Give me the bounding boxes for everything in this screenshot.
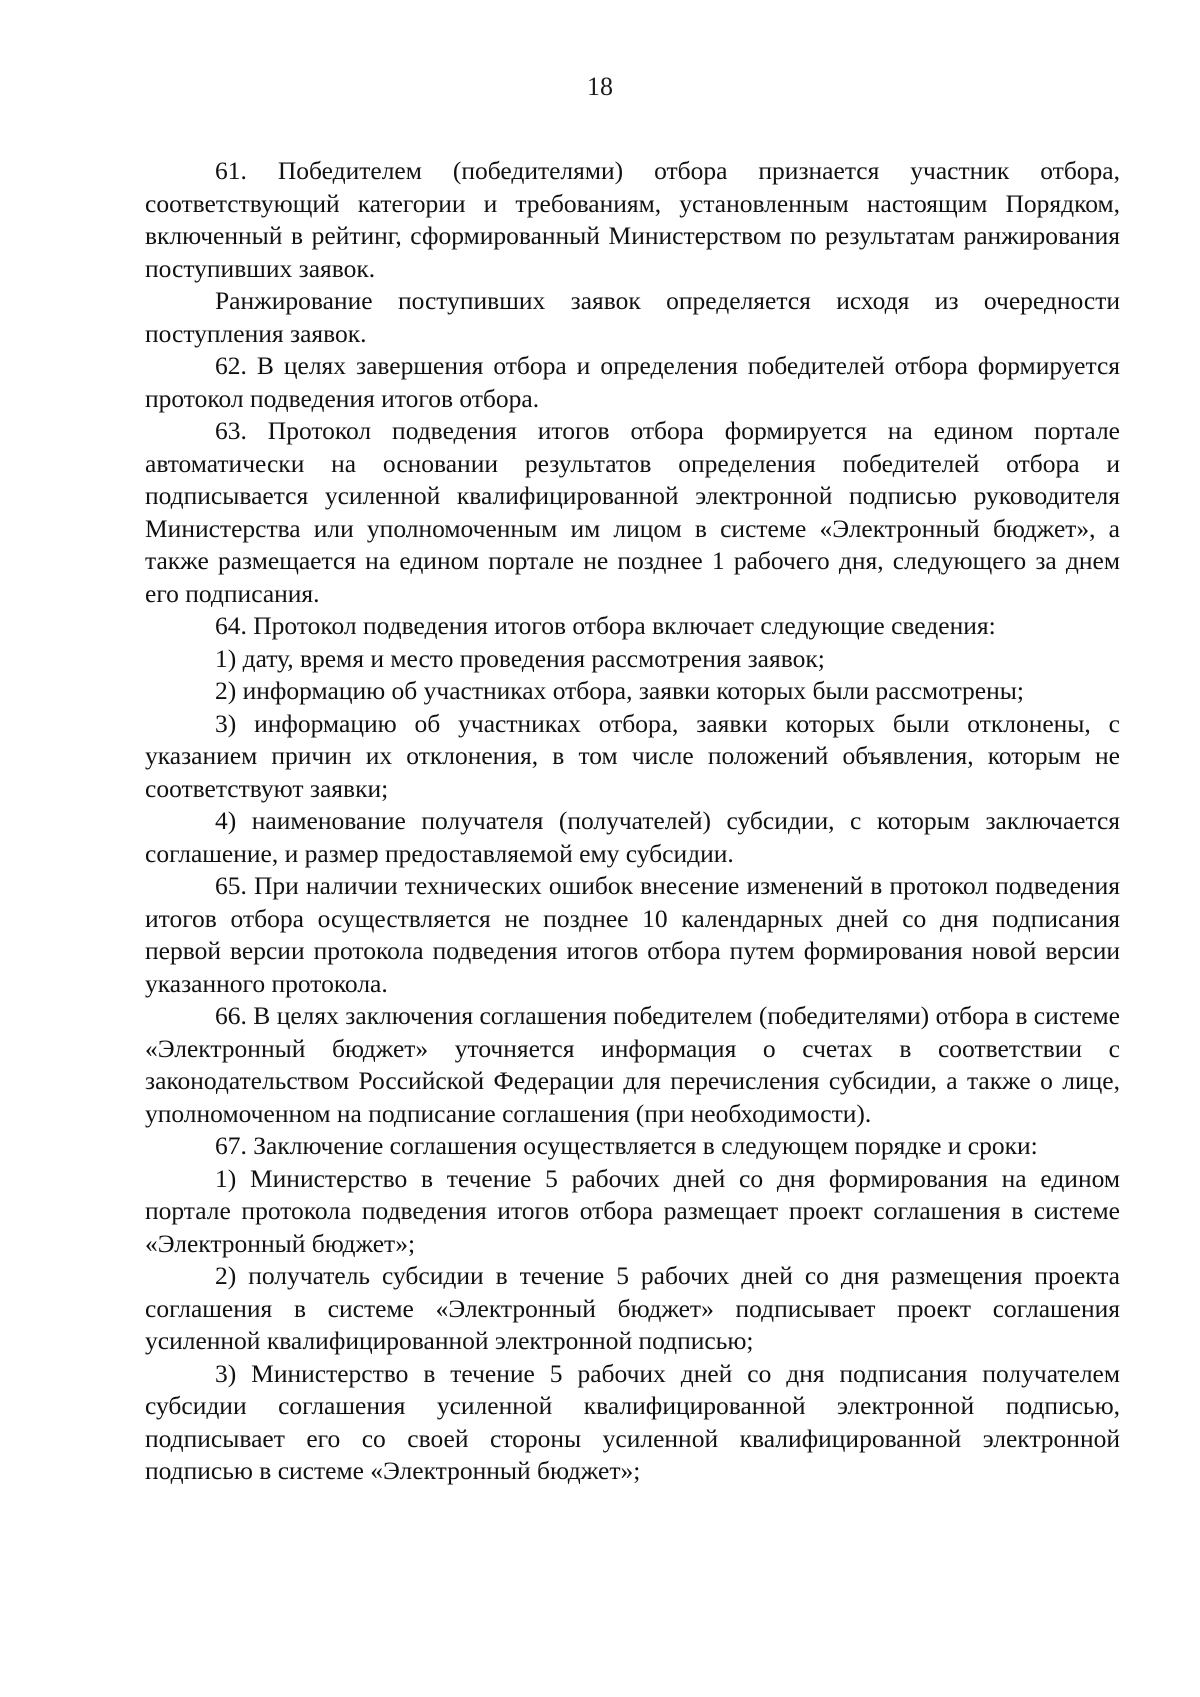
paragraph-61: 61. Победителем (победителями) отбора признается участник отбора, соответствующий категории и требованиям, установленным настоящим Порядком, включенный в рейтинг, сформированный Министерством по результатам ранжирования поступивших заявок. <box>145 156 1120 283</box>
paragraph-61-ranking: Ранжирование поступивших заявок определяется исходя из очередности поступления заявок. <box>145 286 1120 348</box>
paragraph-67-item-1: 1) Министерство в течение 5 рабочих дней со дня формирования на едином портале протокола подведения итогов отбора размещает проект соглашения в системе «Электронный бюджет»; <box>145 1163 1120 1258</box>
document-body <box>145 155 1120 1488</box>
paragraph-64: 64. Протокол подведения итогов отбора включает следующие сведения: <box>215 611 996 640</box>
paragraph-64-item-3: 3) информацию об участниках отбора, заявки которых были отклонены, с указанием причин их отклонения, в том числе положений объявления, которым не соответствуют заявки; <box>145 708 1120 803</box>
paragraph-67: 67. Заключение соглашения осуществляется в следующем порядке и сроки: <box>215 1131 1038 1160</box>
paragraph-65: 65. При наличии технических ошибок внесение изменений в протокол подведения итогов отбора осуществляется не позднее 10 календарных дней со дня подписания первой версии протокола подведения итогов отбора путем формирования новой версии указанного протокола. <box>145 871 1120 998</box>
page-number: 18 <box>587 72 613 101</box>
paragraph-66: 66. В целях заключения соглашения победителем (победителями) отбора в системе «Электронный бюджет» уточняется информация о счетах в соответствии с законодательством Российской Федерации для перечисления субсидии, а также о лице, уполномоченном на подписание соглашения (при необходимости). <box>145 1001 1120 1128</box>
paragraph-64-item-2: 2) информацию об участниках отбора, заявки которых были рассмотрены; <box>215 676 1024 705</box>
paragraph-67-item-2: 2) получатель субсидии в течение 5 рабочих дней со дня размещения проекта соглашения в системе «Электронный бюджет» подписывает проект соглашения усиленной квалифицированной электронной подписью; <box>145 1261 1120 1355</box>
paragraph-67-item-3: 3) Министерство в течение 5 рабочих дней со дня подписания получателем субсидии соглашения усиленной квалифицированной электронной подписью, подписывает его со своей стороны усиленной квалифицированной электронной подписью в системе «Электронный бюджет»; <box>145 1358 1120 1485</box>
paragraph-62: 62. В целях завершения отбора и определения победителей отбора формируется протокол подведения итогов отбора. <box>145 351 1120 413</box>
paragraph-64-item-4: 4) наименование получателя (получателей) субсидии, с которым заключается соглашение, и размер предоставляемой ему субсидии. <box>145 806 1120 868</box>
paragraph-63: 63. Протокол подведения итогов отбора формируется на едином портале автоматически на основании результатов определения победителей отбора и подписывается усиленной квалифицированной электронной подписью руководителя Министерства или уполномоченным им лицом в системе «Электронный бюджет», а также размещается на едином портале не позднее 1 рабочего дня, следующего за днем его подписания. <box>145 416 1120 608</box>
paragraph-64-item-1: 1) дату, время и место проведения рассмотрения заявок; <box>215 643 825 673</box>
